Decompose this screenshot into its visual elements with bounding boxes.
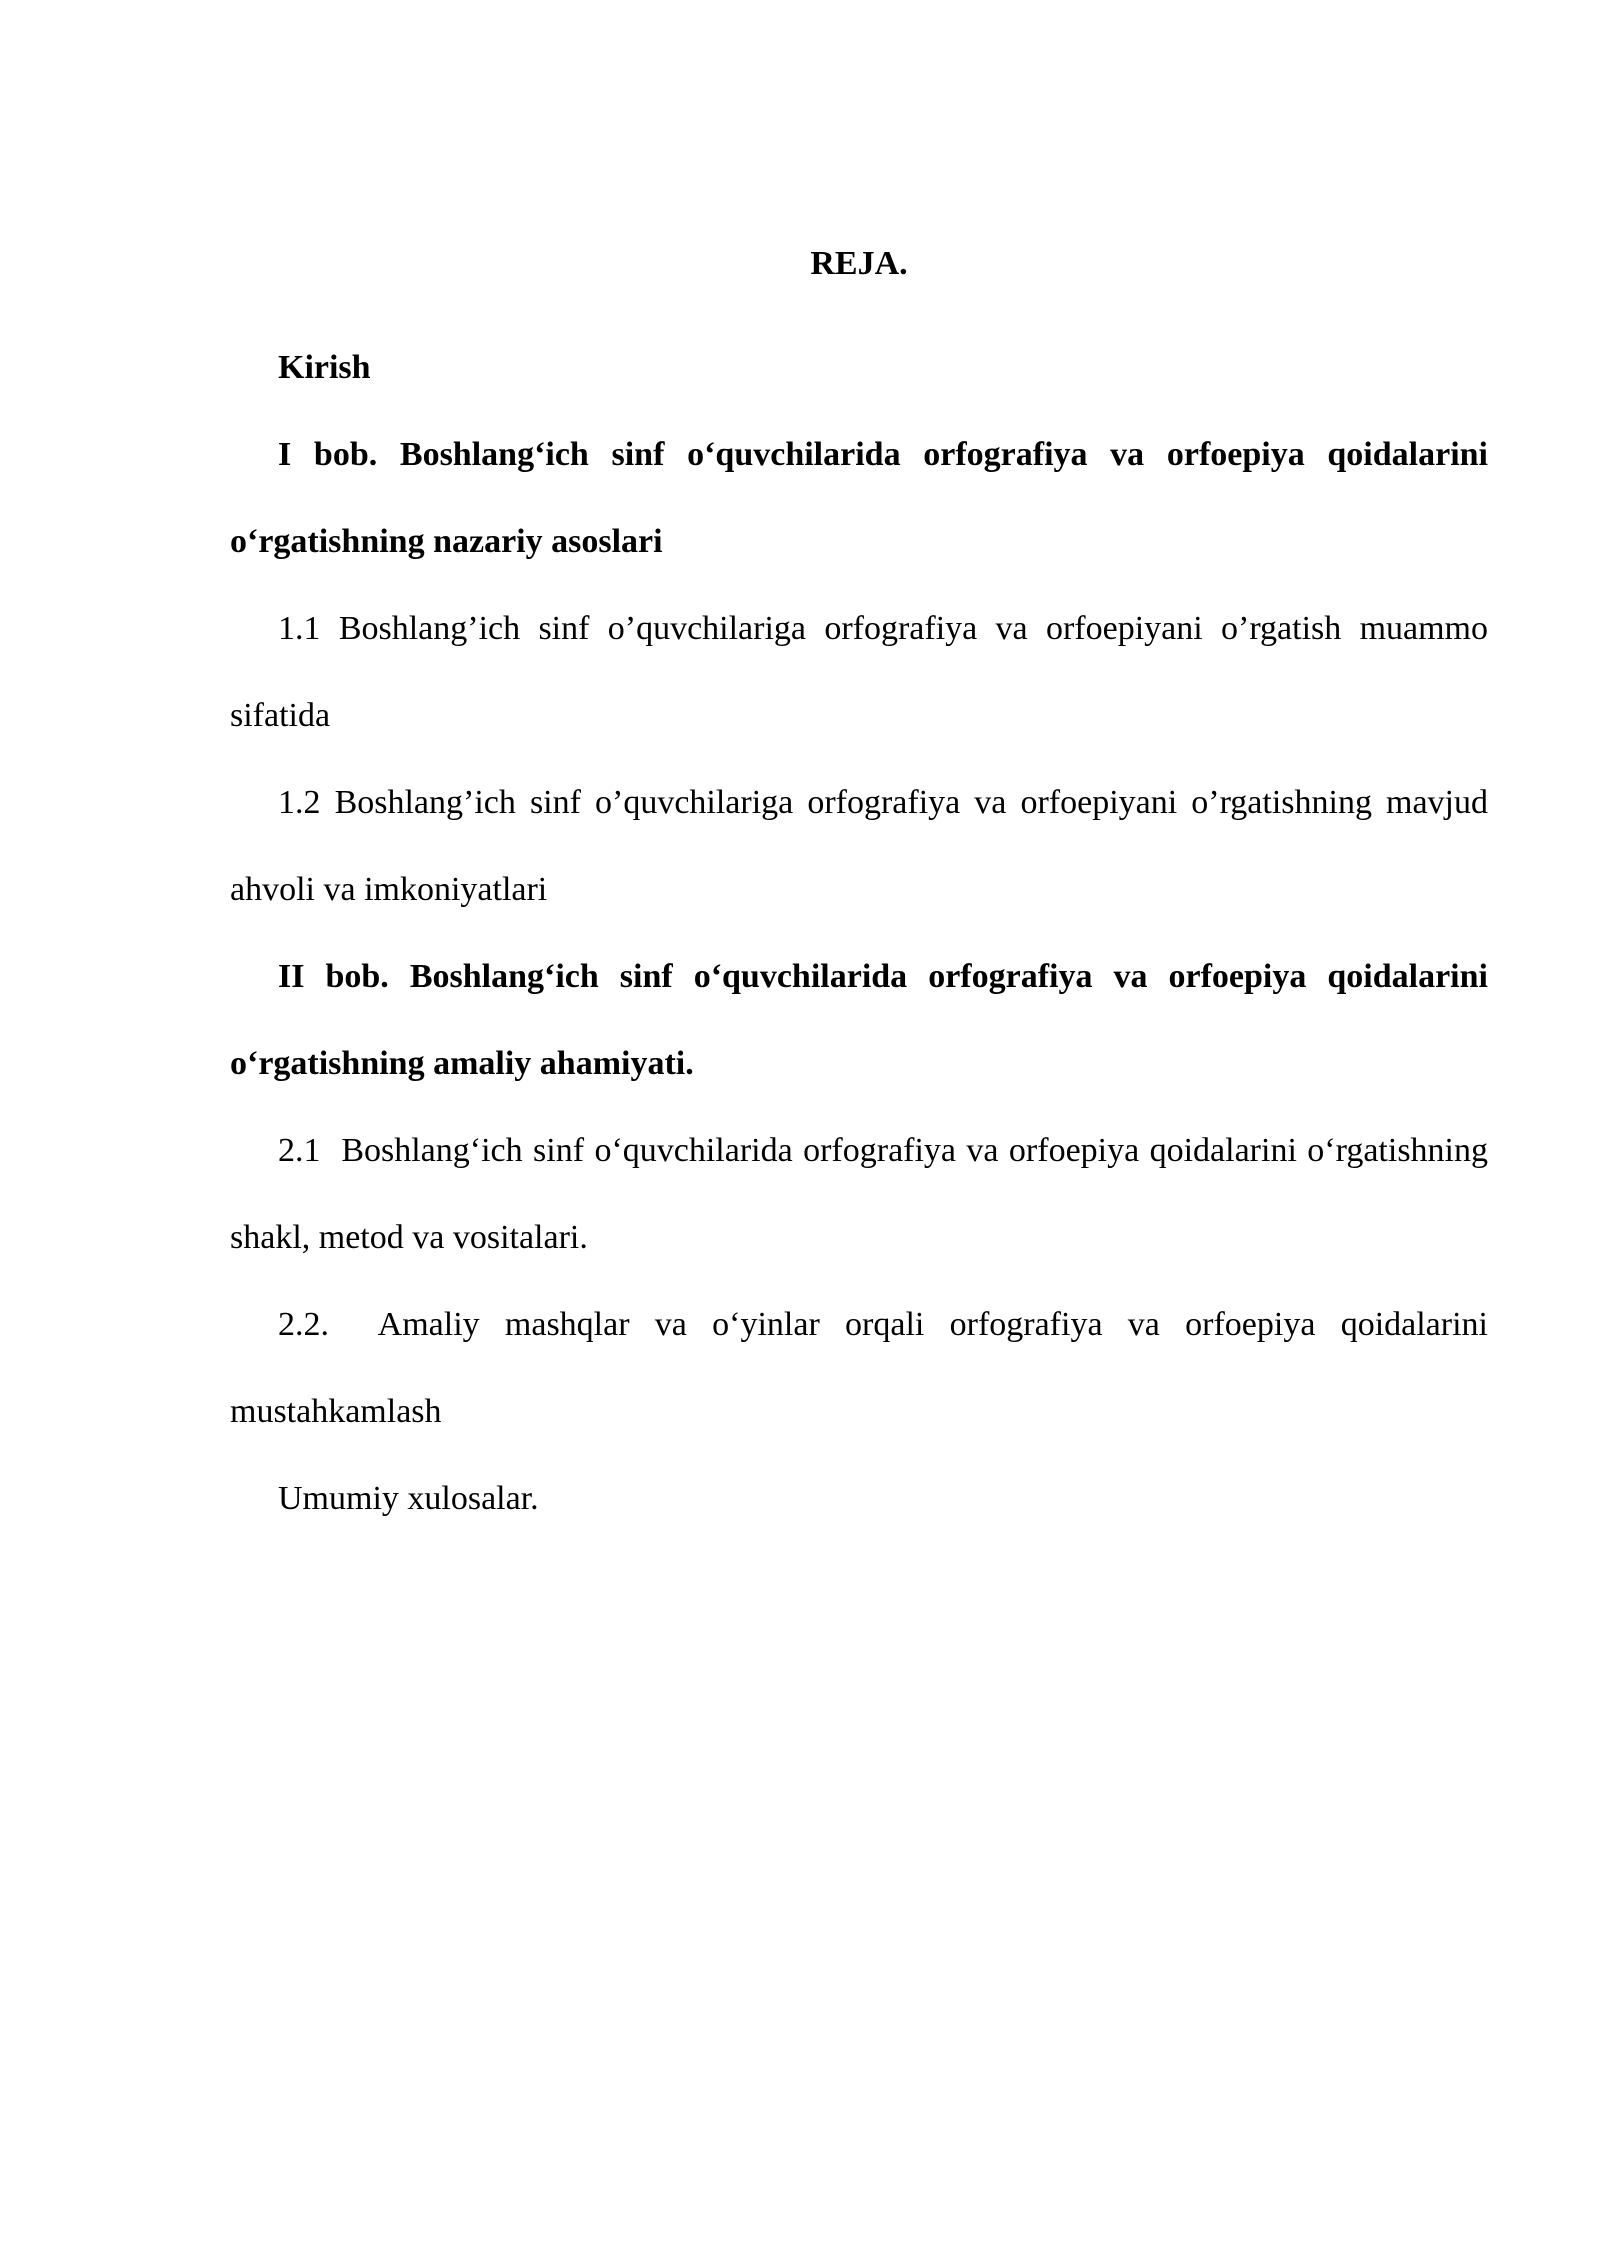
document-content	[230, 237, 1497, 1542]
toc-item-chapter-2: II bob. Boshlang‘ich sinf o‘quvchilarida orfografiya va orfoepiya qoidalarini o‘rgatishning amaliy ahamiyati.	[230, 958, 1488, 1082]
toc-item-section-1-1: 1.1 Boshlang’ich sinf o’quvchilariga orfografiya va orfoepiyani o’rgatish muammo sifatida	[230, 610, 1488, 734]
toc-item-conclusion: Umumiy xulosalar.	[278, 1480, 539, 1517]
toc-item-section-2-1: 2.1 Boshlang‘ich sinf o‘quvchilarida orfografiya va orfoepiya qoidalarini o‘rgatishning shakl, metod va vositalari.	[230, 1132, 1497, 1256]
toc-item-chapter-1: I bob. Boshlang‘ich sinf o‘quvchilarida orfografiya va orfoepiya qoidalarini o‘rgatishning nazariy asoslari	[230, 436, 1488, 560]
toc-item-intro: Kirish	[278, 349, 371, 386]
toc-item-section-1-2: 1.2 Boshlang’ich sinf o’quvchilariga orfografiya va orfoepiyani o’rgatishning mavjud ahvoli va imkoniyatlari	[230, 784, 1488, 908]
document-title: REJA.	[810, 245, 908, 282]
toc-item-section-2-2: 2.2. Amaliy mashqlar va o‘yinlar orqali orfografiya va orfoepiya qoidalarini mustahkamlash	[230, 1306, 1497, 1430]
